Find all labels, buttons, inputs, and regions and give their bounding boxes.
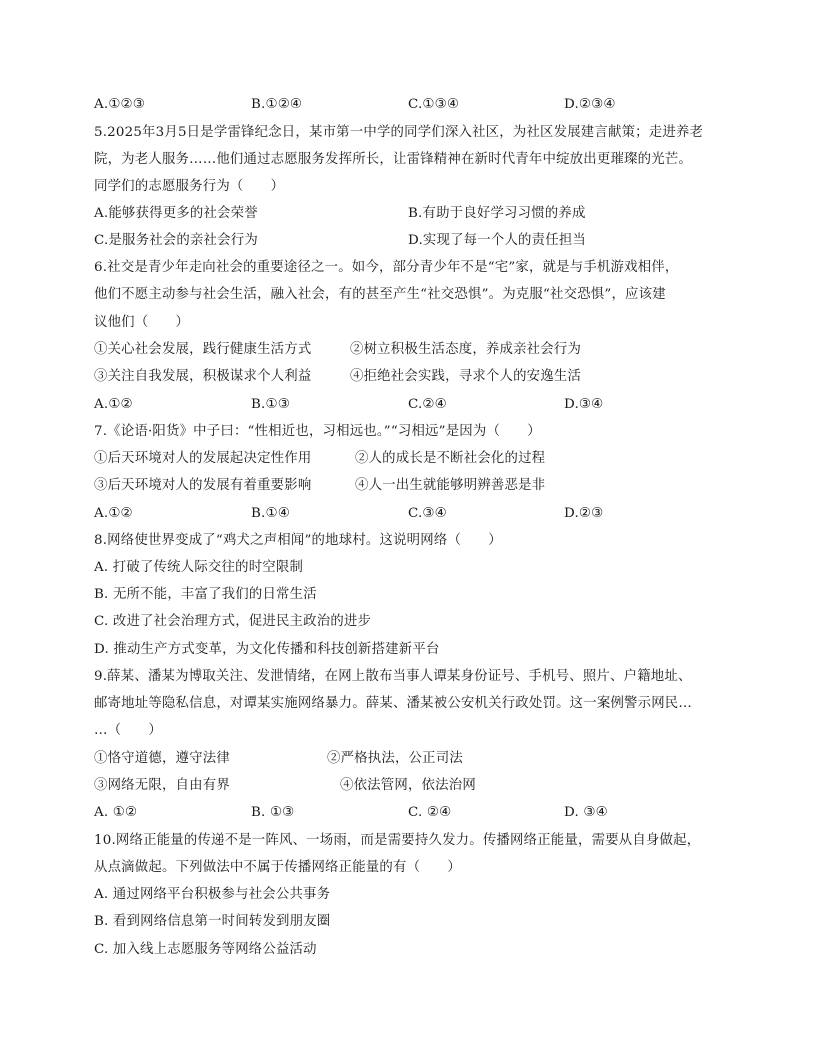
q6-statement-2: ②树立积极生活态度，养成亲社会行为 — [350, 342, 582, 357]
q7-statement-4: ④人一出生就能够明辨善恶是非 — [355, 478, 546, 493]
q9-option-d: D. ③④ — [564, 805, 608, 820]
q9-statement-3: ③网络无限，自由有界 — [94, 778, 230, 793]
q5-stem-line-3: 同学们的志愿服务行为（ ） — [94, 179, 285, 194]
q6-stem-line-1: 6.社交是青少年走向社会的重要途径之一。如今，部分青少年不是“宅”家，就是与手机游戏相伴， — [94, 260, 679, 275]
q9-option-b: B. ①③ — [251, 805, 295, 820]
q4-option-a: A.①②③ — [94, 97, 145, 112]
q5-option-d: D.实现了每一个人的责任担当 — [408, 233, 587, 248]
q7-statement-3: ③后天环境对人的发展有着重要影响 — [94, 478, 312, 493]
q7-option-d: D.②③ — [564, 506, 604, 521]
q5-stem-line-2: 院，为老人服务……他们通过志愿服务发挥所长，让雷锋精神在新时代青年中绽放出更璀璨的光芒。 — [94, 152, 692, 167]
q8-option-d: D. 推动生产方式变革，为文化传播和科技创新搭建新平台 — [94, 642, 440, 657]
q6-stem-line-2: 他们不愿主动参与社会生活，融入社会，有的甚至产生“社交恐惧”。为克服“社交恐惧”，应该建 — [94, 287, 666, 302]
q10-option-a: A. 通过网络平台积极参与社会公共事务 — [94, 887, 331, 902]
q10-option-b: B. 看到网络信息第一时间转发到朋友圈 — [94, 914, 331, 929]
q9-stem-line-3: …（ ） — [94, 723, 162, 738]
q6-stem-line-3: 议他们（ ） — [94, 315, 190, 330]
q9-option-c: C. ②④ — [408, 805, 452, 820]
q7-stem-line-1: 7.《论语·阳货》中子曰：“性相近也，习相远也。”“习相远”是因为（ ） — [94, 424, 541, 439]
q5-option-b: B.有助于良好学习习惯的养成 — [408, 206, 586, 221]
q6-option-a: A.①② — [94, 397, 133, 412]
q5-option-c: C.是服务社会的亲社会行为 — [94, 233, 258, 248]
q9-stem-line-2: 邮寄地址等隐私信息，对谭某实施网络暴力。薛某、潘某被公安机关行政处罚。这一案例警示网民… — [94, 696, 692, 711]
q4-option-d: D.②③④ — [564, 97, 616, 112]
q5-option-a: A.能够获得更多的社会荣誉 — [94, 206, 258, 221]
q8-option-b: B. 无所不能，丰富了我们的日常生活 — [94, 587, 317, 602]
q9-statement-1: ①恪守道德，遵守法律 — [94, 751, 230, 766]
q8-stem-line-1: 8.网络使世界变成了“鸡犬之声相闻”的地球村。这说明网络（ ） — [94, 533, 502, 548]
q7-option-c: C.③④ — [408, 506, 447, 521]
q10-stem-line-1: 10.网络正能量的传递不是一阵风、一场雨，而是需要持久发力。传播网络正能量，需要从自身做起， — [94, 833, 701, 848]
q7-statement-1: ①后天环境对人的发展起决定性作用 — [94, 451, 312, 466]
q6-statement-3: ③关注自我发展，积极谋求个人利益 — [94, 369, 312, 384]
q7-statement-2: ②人的成长是不断社会化的过程 — [355, 451, 546, 466]
q6-option-d: D.③④ — [564, 397, 604, 412]
q10-stem-line-2: 从点滴做起。下列做法中不属于传播网络正能量的有（ ） — [94, 860, 461, 875]
q4-option-b: B.①②④ — [251, 97, 303, 112]
q4-option-c: C.①③④ — [408, 97, 460, 112]
q6-option-b: B.①③ — [251, 397, 290, 412]
q9-statement-2: ②严格执法，公正司法 — [327, 751, 463, 766]
q8-option-c: C. 改进了社会治理方式，促进民主政治的进步 — [94, 614, 372, 629]
q7-option-a: A.①② — [94, 506, 133, 521]
q6-option-c: C.②④ — [408, 397, 447, 412]
q6-statement-1: ①关心社会发展，践行健康生活方式 — [94, 342, 312, 357]
q6-statement-4: ④拒绝社会实践，寻求个人的安逸生活 — [350, 369, 582, 384]
q9-option-a: A. ①② — [94, 805, 138, 820]
q9-statement-4: ④依法管网，依法治网 — [340, 778, 476, 793]
q8-option-a: A. 打破了传统人际交往的时空限制 — [94, 560, 304, 575]
q7-option-b: B.①④ — [251, 506, 290, 521]
q5-stem-line-1: 5.2025年3月5日是学雷锋纪念日，某市第一中学的同学们深入社区，为社区发展建言献策；走进养老 — [94, 125, 704, 140]
q9-stem-line-1: 9.薛某、潘某为博取关注、发泄情绪，在网上散布当事人谭某身份证号、手机号、照片、户籍地址、 — [94, 669, 692, 684]
q10-option-c: C. 加入线上志愿服务等网络公益活动 — [94, 942, 317, 957]
